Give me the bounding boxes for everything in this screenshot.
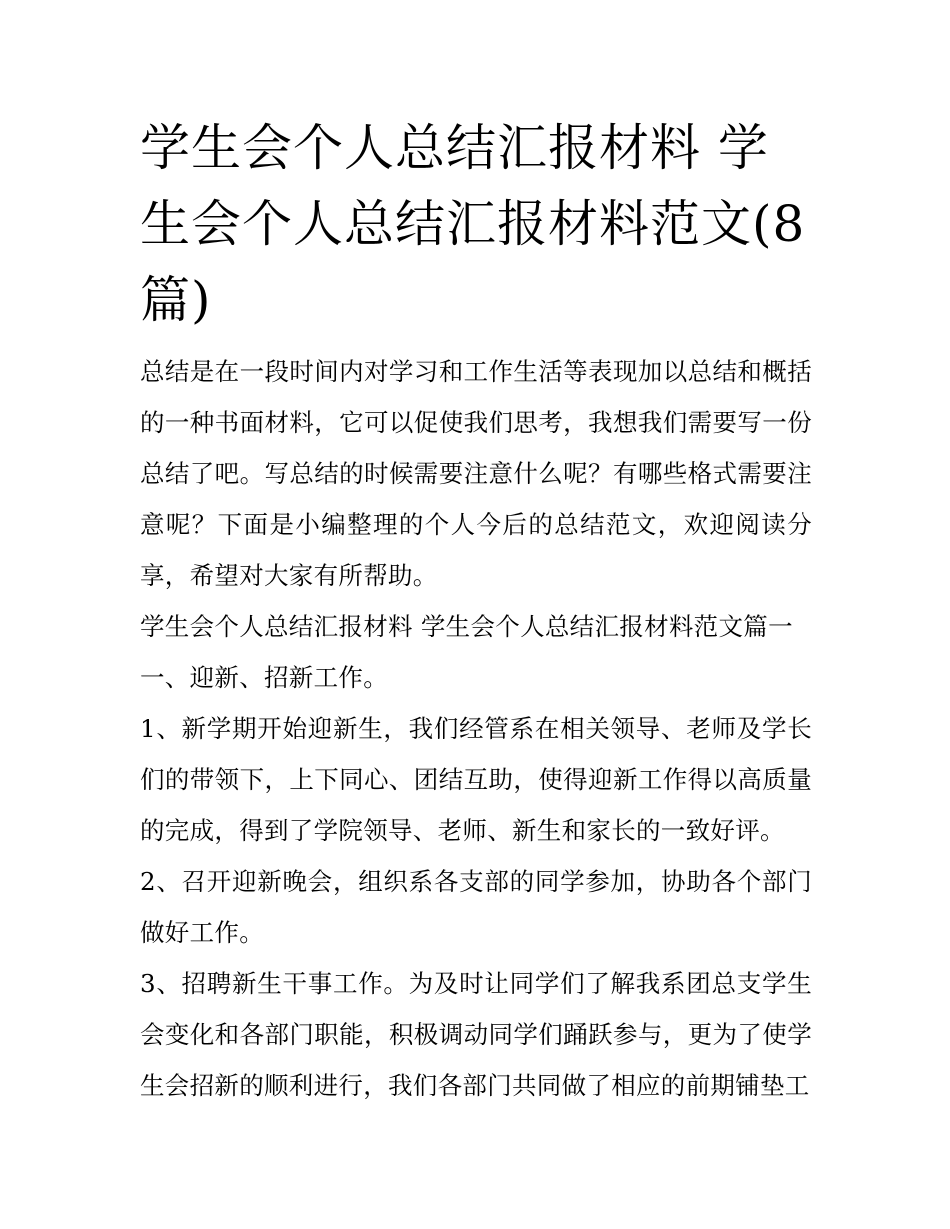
- document-title: 学生会个人总结汇报材料 学生会个人总结汇报材料范文(8篇): [140, 119, 806, 329]
- list-item-3: 3、招聘新生干事工作。为及时让同学们了解我系团总支学生会变化和各部门职能，积极调动同学们踊跃参与，更为了使学生会招新的顺利进行，我们各部门共同做了相应的前期铺垫工: [140, 969, 812, 1100]
- subsection-heading: 一、迎新、招新工作。: [140, 663, 388, 692]
- list-item-2: 2、召开迎新晚会，组织系各支部的同学参加，协助各个部门做好工作。: [140, 867, 812, 947]
- intro-paragraph: 总结是在一段时间内对学习和工作生活等表现加以总结和概括的一种书面材料，它可以促使我们思考，我想我们需要写一份总结了吧。写总结的时候需要注意什么呢？有哪些格式需要注意呢？下面是小编整理的个人今后的总结范文，欢迎阅读分享，希望对大家有所帮助。: [140, 357, 812, 590]
- document-body: [140, 110, 812, 1111]
- list-item-1: 1、新学期开始迎新生，我们经管系在相关领导、老师及学长们的带领下，上下同心、团结互助，使得迎新工作得以高质量的完成，得到了学院领导、老师、新生和家长的一致好评。: [140, 714, 812, 845]
- section-heading: 学生会个人总结汇报材料 学生会个人总结汇报材料范文篇一: [140, 612, 793, 641]
